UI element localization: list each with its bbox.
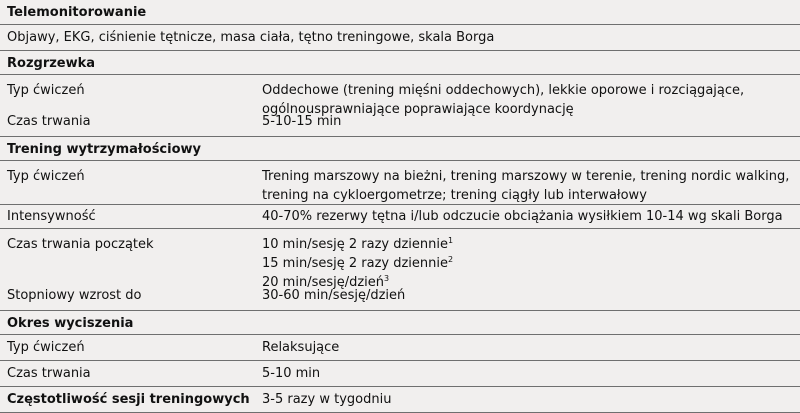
- section-title: Okres wyciszenia: [7, 315, 134, 331]
- value-line: trening na cykloergometrze; trening ciągły lub interwałowy: [262, 188, 647, 203]
- row-value: Relaksujące: [262, 340, 340, 355]
- row-label: Typ ćwiczeń: [7, 83, 85, 98]
- table-row: [0, 334, 800, 360]
- row-label: Częstotliwość sesji treningowych: [7, 392, 250, 407]
- row-label: Stopniowy wzrost do: [7, 288, 142, 303]
- row-value: 40-70% rezerwy tętna i/lub odczucie obciążania wysiłkiem 10-14 wg skali Borga: [262, 209, 783, 224]
- value-line: 10 min/sesję 2 razy dziennie$^1$: [262, 236, 454, 252]
- value-line: Oddechowe (trening mięśni oddechowych), lekkie oporowe i rozciągające,: [262, 83, 745, 98]
- footnote-marker: 1: [448, 236, 454, 245]
- row-label: Typ ćwiczeń: [7, 169, 85, 184]
- row-value: [262, 167, 793, 205]
- table-row: [0, 360, 800, 386]
- table-row: [0, 228, 800, 288]
- row-value: 3-5 razy w tygodniu: [262, 392, 392, 407]
- row-label: Czas trwania początek: [7, 237, 154, 252]
- row-value: 5-10 min: [262, 366, 321, 381]
- section-title: Telemonitorowanie: [7, 5, 147, 20]
- row-value: Objawy, EKG, ciśnienie tętnicze, masa ciała, tętno treningowe, skala Borga: [7, 30, 495, 45]
- section-title: Trening wytrzymałościowy: [7, 141, 202, 157]
- value-line: ogólnousprawniające poprawiające koordynację: [262, 102, 574, 117]
- section-header-endurance: [0, 136, 800, 160]
- table-row: [0, 74, 800, 117]
- row-label: Typ ćwiczeń: [7, 340, 85, 355]
- section-title: Rozgrzewka: [7, 55, 96, 71]
- section-header-telemonitoring: [0, 0, 800, 24]
- row-value: 30-60 min/sesję/dzień: [262, 288, 406, 303]
- footnote-marker: 3: [384, 274, 390, 283]
- row-value: 5-10-15 min: [262, 114, 342, 129]
- table-row: [0, 288, 800, 310]
- row-label: Intensywność: [7, 209, 96, 224]
- value-line: Trening marszowy na bieżni, trening marszowy w terenie, trening nordic walking,: [262, 169, 790, 184]
- table-row: [0, 114, 800, 136]
- row-label: Czas trwania: [7, 366, 91, 381]
- section-header-cooldown: [0, 310, 800, 334]
- table-row: [0, 160, 800, 204]
- table-row: [0, 24, 800, 50]
- table-row: [0, 204, 800, 228]
- section-header-warmup: [0, 50, 800, 74]
- row-value: [262, 235, 793, 292]
- table-row: [0, 386, 800, 413]
- value-line: 15 min/sesję 2 razy dziennie$^2$: [262, 255, 454, 271]
- value-line: 20 min/sesję/dzień$^3$: [262, 274, 390, 290]
- row-label: Czas trwania: [7, 114, 91, 129]
- footnote-marker: 2: [448, 255, 454, 264]
